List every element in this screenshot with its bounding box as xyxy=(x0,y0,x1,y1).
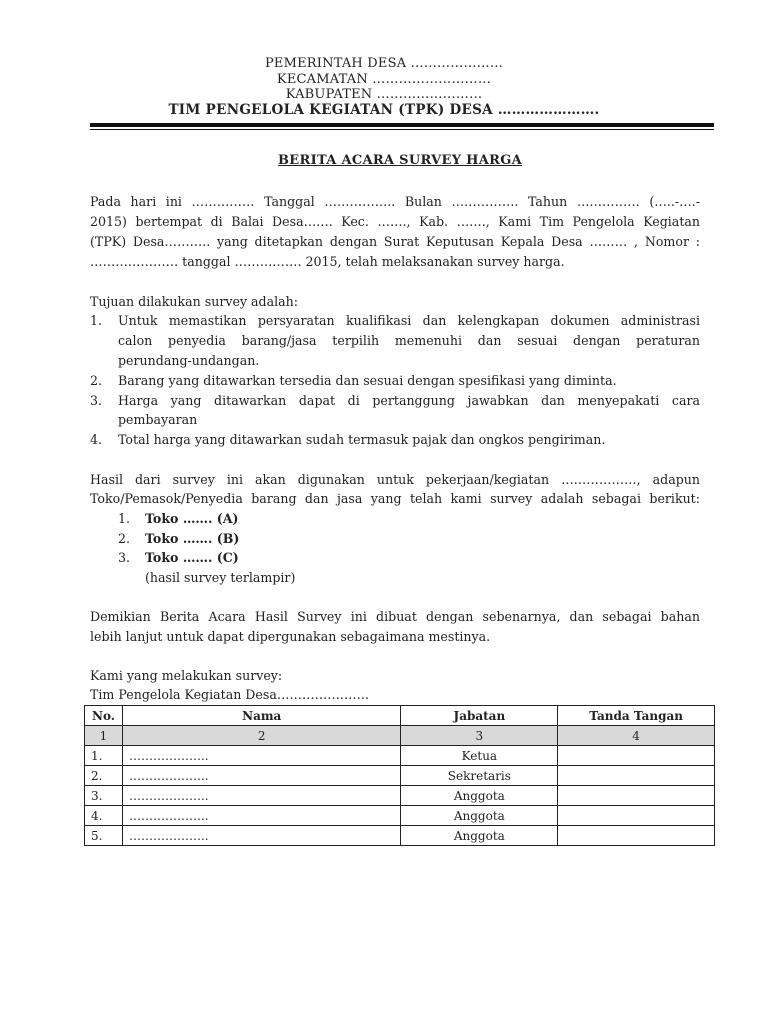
row-number: 5. xyxy=(85,826,123,846)
purpose-item-1-number: 1. xyxy=(90,313,103,328)
table-row xyxy=(85,766,715,786)
position-cell: Ketua xyxy=(401,746,558,766)
document-title: BERITA ACARA SURVEY HARGA xyxy=(277,153,523,168)
purpose-item-1-line-2: calon penyedia barang/jasa terpilih memenuhi dan sesuai dengan peraturan xyxy=(118,333,700,348)
row-number: 2. xyxy=(85,766,123,786)
intro-line-2: 2015) bertempat di Balai Desa……. Kec. ……., Kab. ……., Kami Tim Pengelola Kegiatan xyxy=(90,214,700,229)
signature-table xyxy=(84,705,715,846)
name-cell[interactable]: ……………….. xyxy=(122,766,400,786)
purpose-heading: Tujuan dilakukan survey adalah: xyxy=(90,294,299,309)
intro-line-4: ………………… tanggal ……………. 2015, telah melaksanakan survey harga. xyxy=(90,254,565,269)
index-cell: 2 xyxy=(122,726,400,746)
index-cell: 1 xyxy=(85,726,123,746)
purpose-item-1-line-1: Untuk memastikan persyaratan kualifikasi dan kelengkapan dokumen administrasi xyxy=(118,313,700,328)
team-line-1: Kami yang melakukan survey: xyxy=(90,668,283,683)
purpose-item-4-number: 4. xyxy=(90,432,103,447)
row-number: 4. xyxy=(85,806,123,826)
name-cell[interactable]: ……………….. xyxy=(122,806,400,826)
position-cell: Anggota xyxy=(401,786,558,806)
name-cell[interactable]: ……………….. xyxy=(122,786,400,806)
signature-cell[interactable] xyxy=(558,806,715,826)
header-regency: KABUPATEN …………………… xyxy=(285,87,483,102)
table-row xyxy=(85,826,715,846)
header-district: KECAMATAN ……………………… xyxy=(276,72,492,87)
signature-cell[interactable] xyxy=(558,826,715,846)
table-row xyxy=(85,786,715,806)
shop-1-name: Toko ……. (A) xyxy=(145,511,239,526)
result-line-1: Hasil dari survey ini akan digunakan untuk pekerjaan/kegiatan ………………, adapun xyxy=(90,472,700,487)
table-header-row xyxy=(85,706,715,726)
position-cell: Anggota xyxy=(401,806,558,826)
survey-note: (hasil survey terlampir) xyxy=(145,570,296,585)
position-cell: Anggota xyxy=(401,826,558,846)
purpose-item-4-line-1: Total harga yang ditawarkan sudah termasuk pajak dan ongkos pengiriman. xyxy=(118,432,606,447)
header-jabatan: Jabatan xyxy=(401,706,558,726)
row-number: 3. xyxy=(85,786,123,806)
purpose-item-3-line-2: pembayaran xyxy=(118,412,198,427)
purpose-item-1-line-3: perundang-undangan. xyxy=(118,353,260,368)
header-tanda-tangan: Tanda Tangan xyxy=(558,706,715,726)
shop-2-number: 2. xyxy=(118,531,131,546)
header-divider-thick xyxy=(90,123,714,127)
index-cell: 3 xyxy=(401,726,558,746)
header-tpk: TIM PENGELOLA KEGIATAN (TPK) DESA …………………. xyxy=(168,102,600,118)
result-line-2: Toko/Pemasok/Penyedia barang dan jasa yang telah kami survey adalah sebagai berikut: xyxy=(90,491,700,506)
table-row xyxy=(85,746,715,766)
header-no: No. xyxy=(85,706,123,726)
signature-cell[interactable] xyxy=(558,786,715,806)
header-divider-thin xyxy=(90,129,714,130)
purpose-item-3-number: 3. xyxy=(90,393,103,408)
shop-3-name: Toko ……. (C) xyxy=(145,550,239,565)
name-cell[interactable]: ……………….. xyxy=(122,746,400,766)
position-cell: Sekretaris xyxy=(401,766,558,786)
header-nama: Nama xyxy=(122,706,400,726)
table-row xyxy=(85,806,715,826)
shop-3-number: 3. xyxy=(118,550,131,565)
shop-1-number: 1. xyxy=(118,511,131,526)
index-cell: 4 xyxy=(558,726,715,746)
team-line-2: Tim Pengelola Kegiatan Desa…………………. xyxy=(90,687,369,702)
intro-line-1: Pada hari ini …………… Tanggal …………….. Bulan ……………. Tahun …………… (…..-….- xyxy=(90,194,700,209)
purpose-item-3-line-1: Harga yang ditawarkan dapat di pertanggung jawabkan dan menyepakati cara xyxy=(118,393,700,408)
closing-line-2: lebih lanjut untuk dapat dipergunakan sebagaimana mestinya. xyxy=(90,629,491,644)
purpose-item-2-number: 2. xyxy=(90,373,103,388)
shop-2-name: Toko ……. (B) xyxy=(145,531,240,546)
closing-line-1: Demikian Berita Acara Hasil Survey ini dibuat dengan sebenarnya, dan sebagai bahan xyxy=(90,609,700,624)
signature-cell[interactable] xyxy=(558,746,715,766)
purpose-item-2-line-1: Barang yang ditawarkan tersedia dan sesuai dengan spesifikasi yang diminta. xyxy=(118,373,617,388)
intro-line-3: (TPK) Desa……….. yang ditetapkan dengan Surat Keputusan Kepala Desa ……… , Nomor : xyxy=(90,234,700,249)
table-index-row xyxy=(85,726,715,746)
name-cell[interactable]: ……………….. xyxy=(122,826,400,846)
header-government: PEMERINTAH DESA ………………… xyxy=(264,56,504,71)
signature-cell[interactable] xyxy=(558,766,715,786)
row-number: 1. xyxy=(85,746,123,766)
